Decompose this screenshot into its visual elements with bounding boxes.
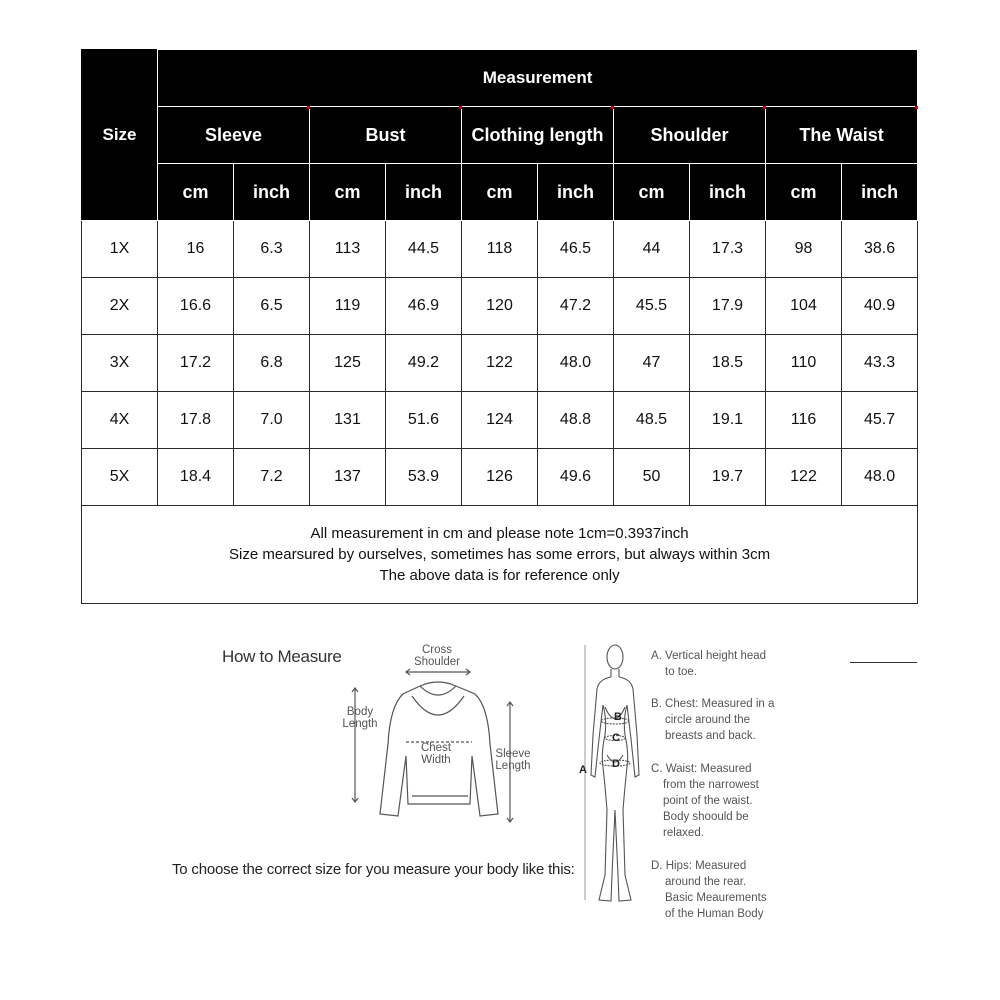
- group-header-sleeve: Sleeve: [158, 107, 310, 164]
- measure-instruction: To choose the correct size for you measure your body like this:: [172, 861, 575, 878]
- note-waist: C. Waist: Measured from the narrowest point of the waist. Body shoould be relaxed.: [651, 763, 759, 839]
- note-line: The above data is for reference only: [379, 567, 620, 584]
- marker-a: A: [579, 764, 587, 776]
- note-line: All measurement in cm and please note 1cm=0.3937inch: [310, 525, 689, 542]
- value-cell: 17.9: [690, 278, 766, 335]
- value-cell: 18.4: [158, 449, 234, 506]
- unit-header: cm: [614, 164, 690, 221]
- unit-header: cm: [766, 164, 842, 221]
- table-row: [82, 278, 918, 335]
- value-cell: 53.9: [386, 449, 462, 506]
- cross-shoulder-label: Cross Shoulder: [413, 644, 461, 668]
- value-cell: 116: [766, 392, 842, 449]
- value-cell: 16: [158, 221, 234, 278]
- body-length-label: Body Length: [342, 706, 378, 730]
- value-cell: 122: [462, 335, 538, 392]
- value-cell: 44.5: [386, 221, 462, 278]
- value-cell: 46.9: [386, 278, 462, 335]
- value-cell: 6.5: [234, 278, 310, 335]
- unit-header: inch: [538, 164, 614, 221]
- value-cell: 120: [462, 278, 538, 335]
- value-cell: 50: [614, 449, 690, 506]
- value-cell: 7.2: [234, 449, 310, 506]
- note-line: Size mearsured by ourselves, sometimes has some errors, but always within 3cm: [229, 546, 771, 563]
- value-cell: 44: [614, 221, 690, 278]
- size-chart-table: [81, 49, 918, 604]
- note-chest: B. Chest: Measured in a circle around the breasts and back.: [651, 698, 775, 742]
- unit-header: inch: [386, 164, 462, 221]
- note-height: A. Vertical height head to toe.: [651, 650, 767, 678]
- value-cell: 18.5: [690, 335, 766, 392]
- value-cell: 119: [310, 278, 386, 335]
- unit-header: cm: [158, 164, 234, 221]
- unit-header: inch: [234, 164, 310, 221]
- unit-header: cm: [462, 164, 538, 221]
- unit-header: inch: [842, 164, 918, 221]
- value-cell: 46.5: [538, 221, 614, 278]
- unit-header: inch: [690, 164, 766, 221]
- value-cell: 124: [462, 392, 538, 449]
- value-cell: 118: [462, 221, 538, 278]
- value-cell: 17.8: [158, 392, 234, 449]
- value-cell: 98: [766, 221, 842, 278]
- size-cell: 3X: [82, 335, 158, 392]
- value-cell: 51.6: [386, 392, 462, 449]
- value-cell: 16.6: [158, 278, 234, 335]
- value-cell: 43.3: [842, 335, 918, 392]
- body-measure-diagram: [575, 635, 650, 915]
- how-to-measure-title: How to Measure: [222, 647, 342, 666]
- value-cell: 49.2: [386, 335, 462, 392]
- value-cell: 122: [766, 449, 842, 506]
- value-cell: 131: [310, 392, 386, 449]
- table-row: [82, 392, 918, 449]
- value-cell: 45.5: [614, 278, 690, 335]
- size-header: Size: [82, 50, 158, 221]
- size-cell: 5X: [82, 449, 158, 506]
- value-cell: 110: [766, 335, 842, 392]
- value-cell: 47.2: [538, 278, 614, 335]
- size-cell: 4X: [82, 392, 158, 449]
- size-cell: 2X: [82, 278, 158, 335]
- measurement-header: Measurement: [158, 50, 918, 107]
- value-cell: 40.9: [842, 278, 918, 335]
- divider-line: [850, 662, 917, 663]
- marker-b: B: [614, 711, 622, 723]
- value-cell: 17.3: [690, 221, 766, 278]
- value-cell: 126: [462, 449, 538, 506]
- value-cell: 38.6: [842, 221, 918, 278]
- value-cell: 48.0: [538, 335, 614, 392]
- value-cell: 19.7: [690, 449, 766, 506]
- group-header-shoulder: Shoulder: [614, 107, 766, 164]
- sleeve-length-label: Sleeve Length: [495, 748, 531, 772]
- value-cell: 19.1: [690, 392, 766, 449]
- table-notes: [82, 506, 918, 604]
- value-cell: 125: [310, 335, 386, 392]
- table-row: [82, 449, 918, 506]
- table-row: [82, 221, 918, 278]
- value-cell: 7.0: [234, 392, 310, 449]
- chest-width-label: Chest Width: [420, 742, 452, 766]
- note-hips: D. Hips: Measured around the rear. Basic Meaurements of the Human Body: [651, 860, 767, 920]
- value-cell: 48.8: [538, 392, 614, 449]
- value-cell: 6.8: [234, 335, 310, 392]
- marker-d: D: [612, 758, 620, 770]
- value-cell: 48.0: [842, 449, 918, 506]
- value-cell: 47: [614, 335, 690, 392]
- value-cell: 137: [310, 449, 386, 506]
- size-cell: 1X: [82, 221, 158, 278]
- value-cell: 104: [766, 278, 842, 335]
- value-cell: 17.2: [158, 335, 234, 392]
- value-cell: 6.3: [234, 221, 310, 278]
- value-cell: 113: [310, 221, 386, 278]
- group-header-bust: Bust: [310, 107, 462, 164]
- value-cell: 48.5: [614, 392, 690, 449]
- unit-header: cm: [310, 164, 386, 221]
- value-cell: 49.6: [538, 449, 614, 506]
- group-header-waist: The Waist: [766, 107, 918, 164]
- value-cell: 45.7: [842, 392, 918, 449]
- marker-c: C: [612, 732, 620, 744]
- group-header-clothing-length: Clothing length: [462, 107, 614, 164]
- table-row: [82, 335, 918, 392]
